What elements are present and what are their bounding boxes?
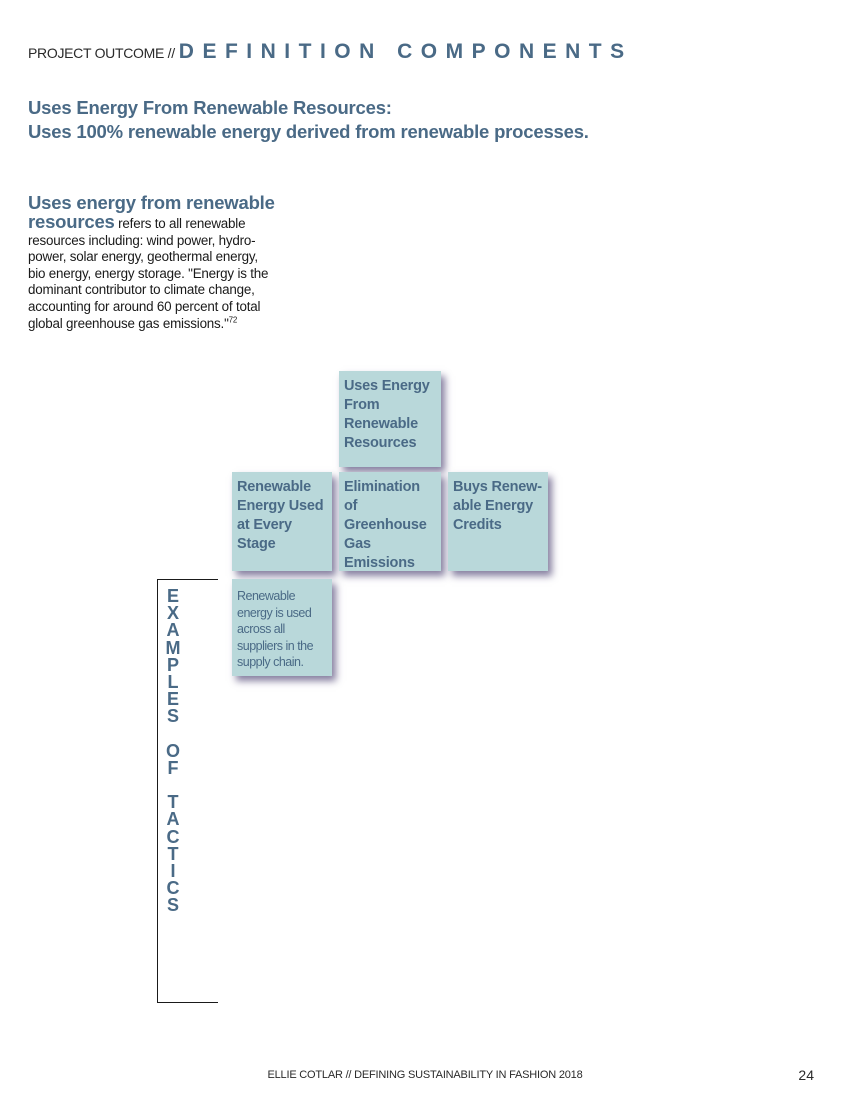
page-header (28, 40, 633, 64)
intro-body-text: refers to all renewable resources including: wind power, hydro-power, solar energy, geothermal energy, bio energy, energy storage. "Energy is the dominant contributor to climate change, accounting for around 60 percent of total global greenhouse gas emissions." (28, 216, 269, 331)
subtitle-line-1: Uses Energy From Renewable Resources: (28, 97, 392, 118)
intro-lead-word: resources (28, 211, 115, 232)
tactics-label-letter: E (166, 586, 179, 606)
intro-paragraph (28, 211, 278, 332)
note-component-2: Elimination of Greenhouse Gas Emissions (339, 472, 441, 571)
tactics-label-letter: E (166, 689, 179, 710)
note-top-outcome: Uses Energy From Renewable Resources (339, 371, 441, 467)
intro-footnote: 72 (228, 315, 238, 325)
header-section: PROJECT OUTCOME // (28, 45, 175, 61)
tactics-label-letter: T (167, 843, 179, 864)
header-title: DEFINITION COMPONENTS (178, 40, 633, 63)
tactics-label-letter: I (170, 861, 176, 881)
tactics-label-letter: S (166, 895, 179, 916)
note-tactic-1: Renewable energy is used across all suppliers in the supply chain. (232, 579, 332, 676)
tactics-label-letter: A (166, 620, 180, 641)
note-component-1: Renewable Energy Used at Every Stage (232, 472, 332, 571)
intro-heading: Uses energy from renewable (28, 192, 275, 213)
intro-block (28, 192, 278, 332)
tactics-label-letter: C (166, 878, 180, 899)
tactics-label-letter: T (167, 792, 179, 813)
page-number: 24 (798, 1067, 814, 1083)
tactics-label-letter: S (166, 706, 179, 727)
tactics-label-letter: M (165, 637, 181, 658)
tactics-label-letter: C (166, 826, 180, 847)
tactics-label-letter: A (166, 809, 180, 830)
subtitle-line-2: Uses 100% renewable energy derived from renewable processes. (28, 121, 589, 142)
page-footer: ELLIE COTLAR // DEFINING SUSTAINABILITY IN FASHION 2018 (267, 1069, 583, 1081)
tactics-label-letter: F (167, 757, 179, 778)
tactics-label-letter: O (165, 740, 180, 761)
note-component-3: Buys Renew-able Energy Credits (448, 472, 548, 571)
tactics-vertical-label (162, 588, 184, 915)
tactics-label-letter: L (167, 671, 179, 692)
tactics-label-letter: P (166, 654, 179, 675)
tactics-label-letter: X (166, 603, 179, 624)
outcome-subtitle (28, 96, 589, 144)
